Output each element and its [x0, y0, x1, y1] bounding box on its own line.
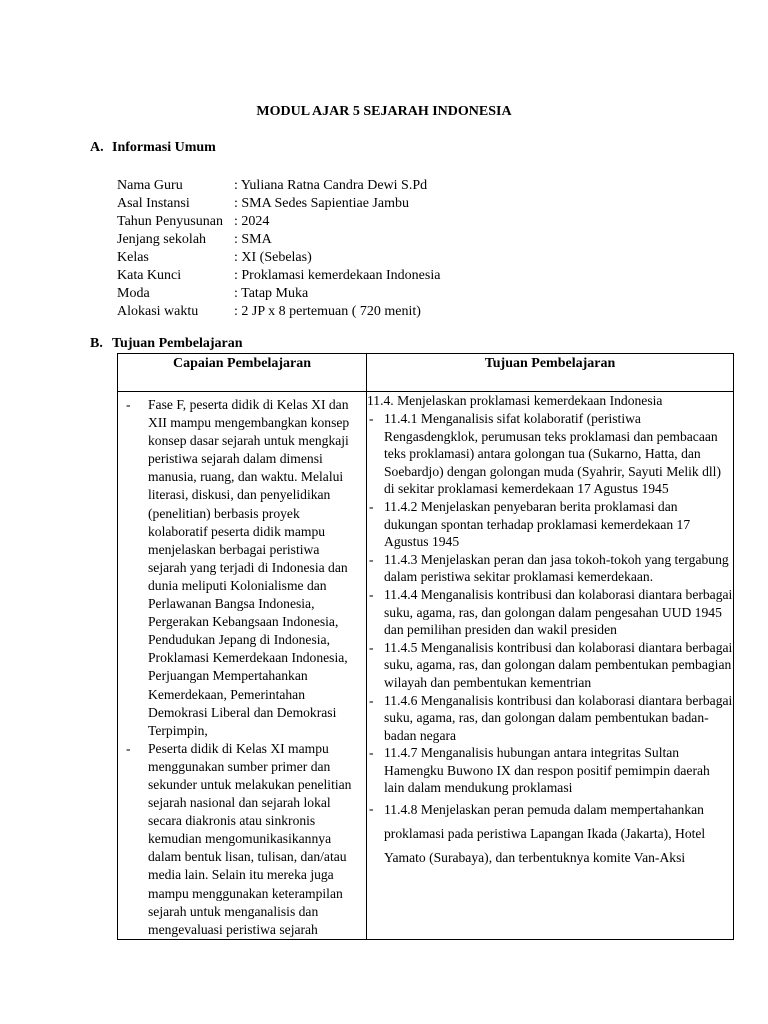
dash-bullet: -: [369, 745, 374, 761]
dash-bullet: -: [126, 397, 131, 412]
info-row-kelas: [117, 249, 440, 267]
capaian-text: Peserta didik di Kelas XI mampu menggunakan sumber primer dan sekunder untuk melakukan penelitian sejarah nasional dan sejarah lokal secara diakronis atau sinkronis kemudian mengomunikasikannya dalam bentuk lisan, tulisan, dan/atau media lain. Selain itu mereka juga mampu menggunakan keterampilan sejarah untuk menganalisis dan mengevaluasi peristiwa sejarah: [148, 740, 352, 937]
info-row-moda: [117, 285, 440, 303]
tujuan-text: 11.4.3 Menjelaskan peran dan jasa tokoh-tokoh yang tergabung dalam peristiwa sekitar proklamasi kemerdekaan.: [384, 551, 729, 585]
info-label: Kata Kunci: [117, 268, 182, 283]
info-label: Kelas: [117, 250, 149, 265]
info-value: : Proklamasi kemerdekaan Indonesia: [234, 268, 441, 283]
info-row-kata-kunci: [117, 267, 440, 285]
tujuan-cell: [367, 392, 734, 940]
tujuan-text: 11.4.5 Menganalisis kontribusi dan kolaborasi diantara berbagai suku, agama, ras, dan golongan dalam pembentukan pembagian wilayah dan pembentukan kementrian: [384, 639, 733, 690]
tujuan-text: 11.4.4 Menganalisis kontribusi dan kolaborasi diantara berbagai suku, agama, ras, dan golongan dalam pengesahan UUD 1945 dan pemilihan presiden dan wakil presiden: [384, 586, 733, 638]
general-info-list: [117, 177, 440, 321]
table-header-row: [118, 354, 734, 392]
header-capaian-pembelajaran: Capaian Pembelajaran: [118, 354, 367, 392]
dash-bullet: -: [369, 801, 374, 817]
dash-bullet: -: [369, 586, 374, 602]
tujuan-item: [367, 744, 733, 797]
section-a-title: Informasi Umum: [112, 140, 216, 155]
info-label: Tahun Penyusunan: [117, 214, 223, 229]
tujuan-item: [367, 551, 733, 586]
info-value: : SMA Sedes Sapientiae Jambu: [234, 196, 409, 211]
tujuan-text: 11.4.2 Menjelaskan penyebaran berita proklamasi dan dukungan spontan terhadap proklamasi kemerdekaan 17 Agustus 1945: [384, 498, 691, 550]
tujuan-text: 11.4.1 Menganalisis sifat kolaboratif (peristiwa Rengasdengklok, perumusan teks proklamasi dan pembacaan teks proklamasi) antara golongan tua (Sukarno, Hatta, dan Soebardjo) dengan golongan muda (Syahrir, Sayuti Melik dll) di sekitar proklamasi kemerdekaan 17 Agustus 1945: [384, 411, 721, 497]
dash-bullet: -: [369, 551, 374, 567]
tujuan-item: [367, 692, 733, 745]
info-value: : 2 JP x 8 pertemuan ( 720 menit): [234, 304, 421, 319]
tujuan-text: 11.4.7 Menganalisis hubungan antara integritas Sultan Hamengku Buwono IX dan respon positif pemimpin daerah lain dalam mendukung proklamasi: [384, 745, 710, 796]
section-b-title: Tujuan Pembelajaran: [112, 336, 243, 351]
table-row: [118, 392, 734, 940]
info-value: : XI (Sebelas): [234, 250, 312, 265]
learning-objectives-table: [117, 353, 734, 940]
info-value: : Tatap Muka: [234, 286, 309, 301]
header-tujuan-pembelajaran: Tujuan Pembelajaran: [367, 354, 734, 392]
tujuan-item: [367, 410, 733, 498]
capaian-list: [118, 392, 366, 939]
section-b-heading: [90, 336, 243, 352]
info-label: Jenjang sekolah: [117, 232, 207, 247]
tujuan-item: [367, 498, 733, 551]
capaian-item: [118, 396, 366, 740]
section-a-heading: [90, 140, 216, 156]
tujuan-heading: 11.4. Menjelaskan proklamasi kemerdekaan Indonesia: [367, 393, 663, 408]
dash-bullet: -: [369, 692, 374, 708]
tujuan-item: [367, 586, 733, 639]
tujuan-text: 11.4.6 Menganalisis kontribusi dan kolaborasi diantara berbagai suku, agama, ras, dan golongan dalam pembentukan badan-badan negara: [384, 692, 733, 743]
info-label: Moda: [117, 286, 150, 301]
tujuan-list: [367, 410, 733, 870]
info-row-alokasi-waktu: [117, 303, 440, 321]
tujuan-text: 11.4.8 Menjelaskan peran pemuda dalam mempertahankan proklamasi pada peristiwa Lapangan Ikada (Jakarta), Hotel Yamato (Surabaya), dan terbentuknya komite Van-Aksi: [384, 802, 706, 866]
document-title: MODUL AJAR 5 SEJARAH INDONESIA: [256, 104, 512, 119]
tujuan-item: [367, 797, 733, 870]
dash-bullet: -: [369, 498, 374, 514]
capaian-item: [118, 740, 366, 939]
info-row-nama-guru: [117, 177, 440, 195]
info-label: Alokasi waktu: [117, 304, 199, 319]
capaian-text: Fase F, peserta didik di Kelas XI dan XII mampu mengembangkan konsep konsep dasar sejarah untuk mengkaji peristiwa sejarah dalam dimensi manusia, ruang, dan waktu. Melalui literasi, diskusi, dan penyelidikan (penelitian) berbasis proyek kolaboratif peserta didik mampu menjelaskan berbagai peristiwa sejarah yang terjadi di Indonesia dan dunia meliputi Kolonialisme dan Perlawanan Bangsa Indonesia, Pergerakan Kebangsaan Indonesia, Pendudukan Jepang di Indonesia, Proklamasi Kemerdekaan Indonesia, Perjuangan Mempertahankan Kemerdekaan, Pemerintahan Demokrasi Liberal dan Demokrasi Terpimpin,: [148, 397, 350, 738]
info-value: : Yuliana Ratna Candra Dewi S.Pd: [234, 178, 428, 193]
dash-bullet: -: [369, 639, 374, 655]
dash-bullet: -: [369, 411, 374, 426]
info-row-jenjang-sekolah: [117, 231, 440, 249]
section-b-number: B.: [90, 336, 103, 351]
info-row-tahun-penyusunan: [117, 213, 440, 231]
section-a-number: A.: [90, 140, 104, 155]
info-label: Asal Instansi: [117, 196, 190, 211]
capaian-cell: [118, 392, 367, 940]
info-value: : SMA: [234, 232, 272, 247]
tujuan-item: [367, 639, 733, 692]
info-row-asal-instansi: [117, 195, 440, 213]
info-label: Nama Guru: [117, 178, 183, 193]
dash-bullet: -: [126, 740, 131, 756]
info-value: : 2024: [234, 214, 270, 229]
